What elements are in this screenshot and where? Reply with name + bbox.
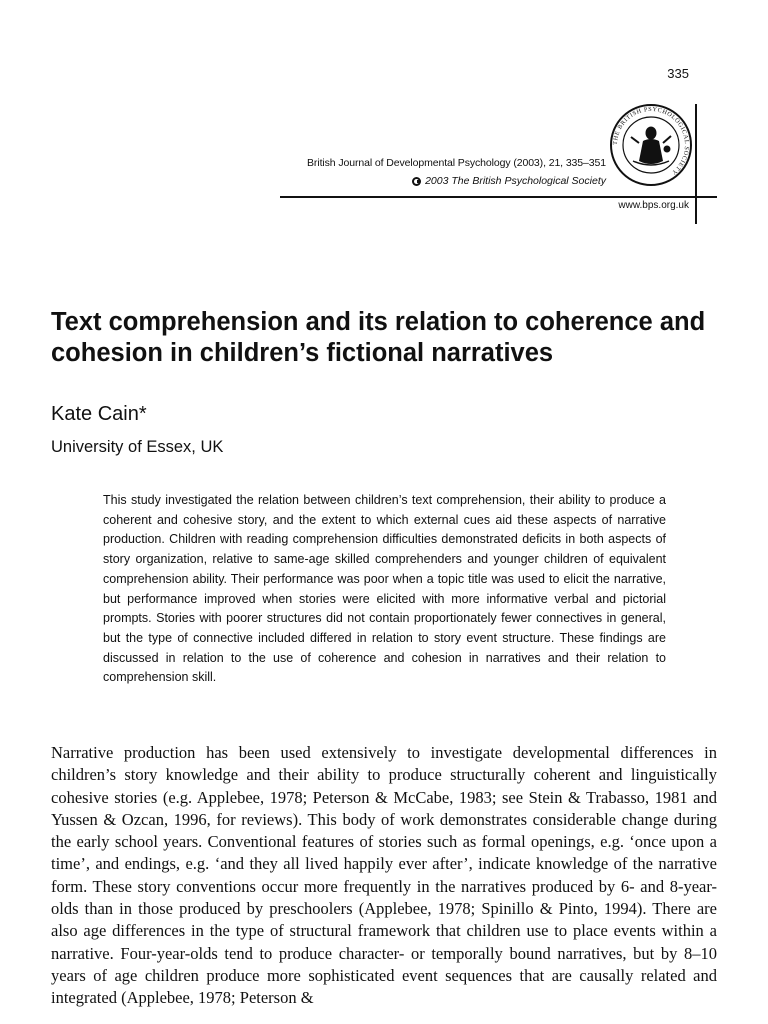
article-author: Kate Cain* (51, 403, 147, 425)
copyright-text: 2003 The British Psychological Society (425, 175, 606, 187)
society-url-link[interactable]: www.bps.org.uk (618, 200, 689, 211)
society-seal-logo (609, 103, 693, 187)
copyright-notice (412, 175, 606, 187)
journal-citation: British Journal of Developmental Psychology (2003), 21, 335–351 (307, 157, 606, 169)
header-rule-vertical (695, 104, 697, 224)
body-paragraph: Narrative production has been used extensively to investigate developmental differences in children’s story knowledge and their ability to produce structurally coherent and linguistically cohesive stories (e.g. Applebee, 1978; Peterson & McCabe, 1983; see Stein & Trabasso, 1981 and Yussen & Ozcan, 1996, for reviews). This body of work demonstrates considerable change during the early school years. Conventional features of stories such as formal openings, e.g. ‘once upon a time’, and endings, e.g. ‘and they all lived happily ever after’, indicate knowledge of the narrative form. These story conventions occur more frequently in the narratives produced by 6- and 8-year-olds than in those produced by preschoolers (Applebee, 1978; Spinillo & Pinto, 1994). There are also age differences in the type of structural framework that children use to place events within a narrative. Four-year-olds tend to produce character- or temporally bound narratives, but by 8–10 years of age children produce more sophisticated event sequences that are causally related and integrated (Applebee, 1978; Peterson & (51, 743, 717, 1008)
author-affiliation: University of Essex, UK (51, 438, 224, 456)
svg-text:THE BRITISH PSYCHOLOGICAL SOCI: THE BRITISH PSYCHOLOGICAL SOCIETY (611, 105, 691, 177)
article-title: Text comprehension and its relation to coherence and cohesion in children’s fictional narratives (51, 308, 706, 367)
header-rule-horizontal (280, 196, 717, 198)
page-number: 335 (667, 66, 689, 81)
article-abstract: This study investigated the relation between children’s text comprehension, their ability to produce a coherent and cohesive story, and the extent to which external cues aid these aspects of narrative production. Children with reading comprehension difficulties demonstrated deficits in both aspects of story organization, relative to same-age skilled comprehenders and younger children of equivalent comprehension ability. Their performance was poor when a topic title was used to elicit the narrative, but performance improved when stories were elicited with more informative verbal and pictorial prompts. Stories with poorer structures did not contain proportionately fewer connectives in general, but the type of connective included differed in relation to story event structure. These findings are discussed in relation to the use of coherence and cohesion in narratives and their relation to comprehension skill. (103, 493, 666, 685)
copyright-icon (412, 177, 421, 186)
